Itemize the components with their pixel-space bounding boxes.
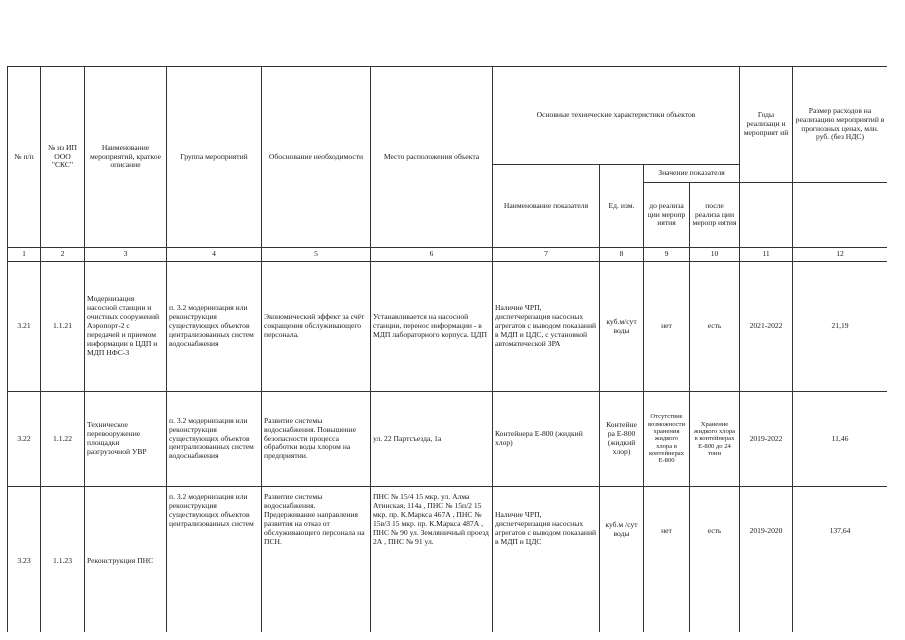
row-num: 3.21 (8, 262, 41, 392)
row-after: есть (690, 487, 740, 633)
row-ip: 1.1.23 (41, 487, 85, 633)
row-place: ПНС № 15/4 15 мкр. ул. Алма Атинская, 114а , ПНС № 15п/2 15 мкр. пр. К.Маркса 467А , ПНС № 15в/3 15 мкр. пр. К.Маркса 487А , ПНС № 90 ул. Земляничный проезд 2А , ПНС № 91 ул. (371, 487, 493, 633)
measures-table (7, 66, 887, 632)
row-unit: Контейне ра Е-800 (жидкий хлор) (600, 392, 644, 487)
header-row (8, 67, 888, 165)
row-after: есть (690, 262, 740, 392)
row-reason: Развитие системы водоснабжения. Повышение безопасности процесса обработки воды хлором на предприятии. (262, 392, 371, 487)
header-place: Место расположения объекта (371, 67, 493, 248)
row-before: нет (644, 487, 690, 633)
row-group: п. 3.2 модернизация или реконструкция существующих объектов централизованных систем (167, 487, 262, 633)
row-place: ул. 22 Партсъезда, 1а (371, 392, 493, 487)
column-number: 8 (600, 248, 644, 262)
table-row (8, 487, 888, 633)
column-number: 12 (793, 248, 887, 262)
header-after: после реализа ции меропр иятия (690, 183, 740, 248)
column-number: 3 (85, 248, 167, 262)
column-number: 4 (167, 248, 262, 262)
header-before: до реализа ции меропр иятия (644, 183, 690, 248)
header-blank-11 (740, 183, 793, 248)
row-reason: Развитие системы водоснабжения. Предерживание направления развития на отказ от обслуживающего персонала на ПСН. (262, 487, 371, 633)
header-name: Наименование мероприятий, краткое описание (85, 67, 167, 248)
header-param: Наименование показателя (493, 165, 600, 248)
column-number: 9 (644, 248, 690, 262)
row-ip: 1.1.22 (41, 392, 85, 487)
row-place: Устанавливается на насосной станции, перенос информации - в МДП лабораторного корпуса. ЦДП (371, 262, 493, 392)
header-tech: Основные технические характеристики объектов (493, 67, 740, 165)
header-group: Группа мероприятий (167, 67, 262, 248)
row-name: Техническое перевооружение площадки разгрузочной УВР (85, 392, 167, 487)
row-after: Хранение жидкого хлора в контейнерах Е-800 до 24 тонн (690, 392, 740, 487)
header-ip: № из ИП ООО "СКС" (41, 67, 85, 248)
header-blank-12 (793, 183, 887, 248)
column-number: 2 (41, 248, 85, 262)
row-param: Контейнера Е-800 (жидкий хлор) (493, 392, 600, 487)
header-cost: Размер расходов на реализацию мероприятий в прогнозных ценах, млн. руб. (без НДС) (793, 67, 887, 183)
header-years: Годы реализаци и мероприят ий (740, 67, 793, 183)
column-number: 10 (690, 248, 740, 262)
column-number: 7 (493, 248, 600, 262)
row-name: Реконструкция ПНС (85, 487, 167, 633)
column-number-row (8, 248, 888, 262)
column-number: 6 (371, 248, 493, 262)
header-reason: Обоснование необходимости (262, 67, 371, 248)
table-row (8, 392, 888, 487)
row-param: Наличие ЧРП, диспетчеризация насосных агрегатов с выводом показаний в МДП и ЦДС (493, 487, 600, 633)
document-sheet (7, 66, 887, 632)
row-cost: 21,19 (793, 262, 887, 392)
row-group: п. 3.2 модернизация или реконструкция существующих объектов централизованных систем водоснабжения (167, 392, 262, 487)
row-years: 2021-2022 (740, 262, 793, 392)
row-ip: 1.1.21 (41, 262, 85, 392)
table-row (8, 262, 888, 392)
row-unit: куб.м /сут воды (600, 487, 644, 633)
row-reason: Экономический эффект за счёт сокращения обслуживающего персонала. (262, 262, 371, 392)
row-num: 3.22 (8, 392, 41, 487)
row-unit: куб.м/сут воды (600, 262, 644, 392)
row-param: Наличие ЧРП, диспетчеризация насосных агрегатов с выводом показаний в МДП и ЦДС, с установкой автоматической ЗРА (493, 262, 600, 392)
column-number: 11 (740, 248, 793, 262)
header-num: № п/п (8, 67, 41, 248)
row-years: 2019-2022 (740, 392, 793, 487)
row-num: 3.23 (8, 487, 41, 633)
row-name: Модернизация насосной станции и очистных сооружений Аэропорт-2 с передачей и приемом информации в ЦДП и МДП НФС-3 (85, 262, 167, 392)
row-cost: 11,46 (793, 392, 887, 487)
row-group: п. 3.2 модернизация или реконструкция существующих объектов централизованных систем водоснабжения (167, 262, 262, 392)
column-number: 1 (8, 248, 41, 262)
row-cost: 137,64 (793, 487, 887, 633)
row-before: нет (644, 262, 690, 392)
header-values: Значение показателя (644, 165, 740, 183)
row-years: 2019-2020 (740, 487, 793, 633)
column-number: 5 (262, 248, 371, 262)
header-unit: Ед. изм. (600, 165, 644, 248)
row-before: Отсутствие возможности хранения жидкого хлора в контейнерах Е-800 (644, 392, 690, 487)
